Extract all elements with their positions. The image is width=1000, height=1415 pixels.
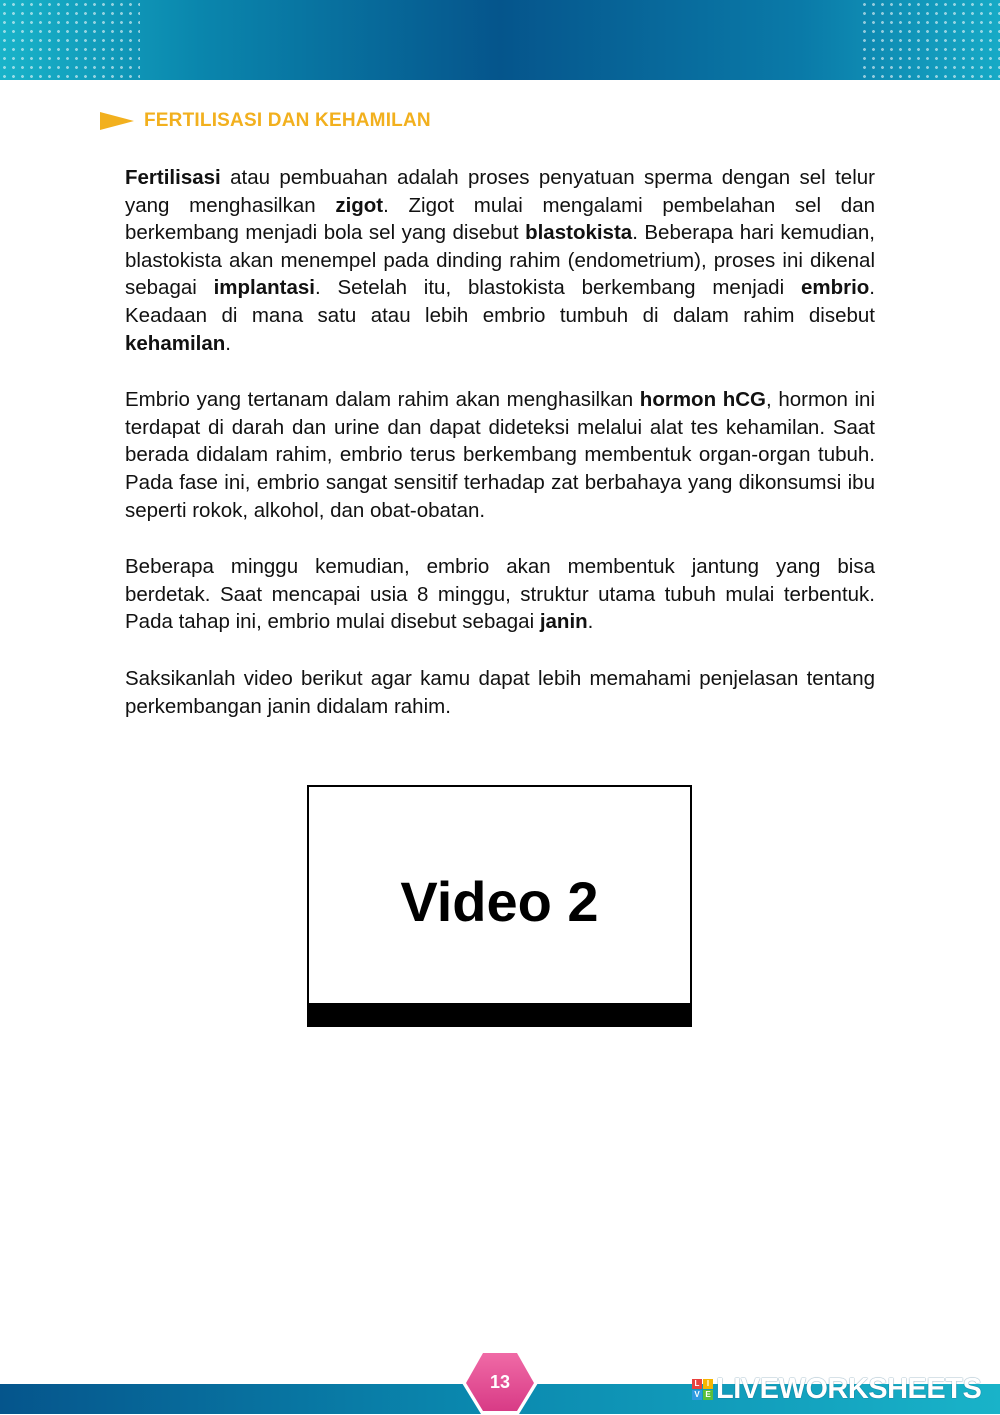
text-run: Saksikanlah video berikut agar kamu dapat lebih memahami penjelasan tentang perkembangan janin didalam rahim. xyxy=(125,666,875,718)
dot-pattern-left xyxy=(0,0,140,80)
bold-term: blastokista xyxy=(525,221,633,245)
pennant-arrow-icon xyxy=(100,112,134,130)
bold-term: embrio xyxy=(800,276,870,300)
bold-term: janin xyxy=(539,610,588,634)
bold-term: Fertilisasi xyxy=(125,166,221,189)
brand-mark-letter: L xyxy=(692,1379,702,1389)
text-run: atau pembuahan adalah proses penyatuan sperma dengan sel telur yang menghasilkan xyxy=(125,166,875,217)
bold-term: kehamilan xyxy=(125,331,226,355)
bold-term: hormon hCG xyxy=(639,388,767,412)
bold-term: implantasi xyxy=(213,276,315,300)
video-label: Video 2 xyxy=(400,870,599,933)
text-run: . Zigot mulai mengalami pembelahan sel dan berkembang menjadi bola sel yang disebut xyxy=(125,193,875,245)
video-player[interactable] xyxy=(307,785,692,1027)
liveworksheets-logo xyxy=(692,1373,981,1405)
paragraph xyxy=(125,553,875,636)
video-control-bar[interactable] xyxy=(309,1003,690,1025)
text-run: . Setelah itu, blastokista berkembang menjadi xyxy=(315,276,801,300)
text-run: Embrio yang tertanam dalam rahim akan menghasilkan xyxy=(125,388,640,412)
liveworksheets-mark-icon xyxy=(692,1379,713,1400)
brand-mark-letter: E xyxy=(703,1390,713,1400)
paragraph xyxy=(125,386,875,524)
text-run: . Beberapa hari kemudian, blastokista akan menempel pada dinding rahim (endometrium), proses ini dikenal sebagai xyxy=(125,221,875,300)
text-run: , hormon ini terdapat di darah dan urine dan dapat dideteksi melalui alat tes kehamilan. Saat berada didalam rahim, embrio terus berkembang membentuk organ-organ tubuh. Pada fase ini, embrio sangat sensitif terhadap zat berbahaya yang dikonsumsi ibu seperti rokok, alkohol, dan obat-obatan. xyxy=(125,388,876,522)
bold-term: zigot xyxy=(335,193,384,217)
text-run: . Keadaan di mana satu atau lebih embrio tumbuh di dalam rahim disebut xyxy=(125,276,875,327)
section-title: FERTILISASI DAN KEHAMILAN xyxy=(144,110,431,131)
article-body xyxy=(125,164,875,749)
section-header xyxy=(100,108,431,134)
dot-pattern-right xyxy=(860,0,1000,80)
brand-text: LIVEWORKSHEETS xyxy=(716,1372,982,1405)
text-run: . xyxy=(587,610,594,634)
brand-mark-letter: V xyxy=(692,1390,702,1400)
brand-mark-letter: I xyxy=(703,1379,713,1389)
text-run: . xyxy=(225,331,231,355)
page-number: 13 xyxy=(489,1372,511,1392)
header-band xyxy=(0,0,1000,80)
paragraph xyxy=(125,164,875,357)
text-run: Beberapa minggu kemudian, embrio akan membentuk jantung yang bisa berdetak. Saat mencapai usia 8 minggu, struktur utama tubuh mulai terbentuk. Pada tahap ini, embrio mulai disebut sebagai xyxy=(125,555,875,634)
paragraph xyxy=(125,665,875,720)
